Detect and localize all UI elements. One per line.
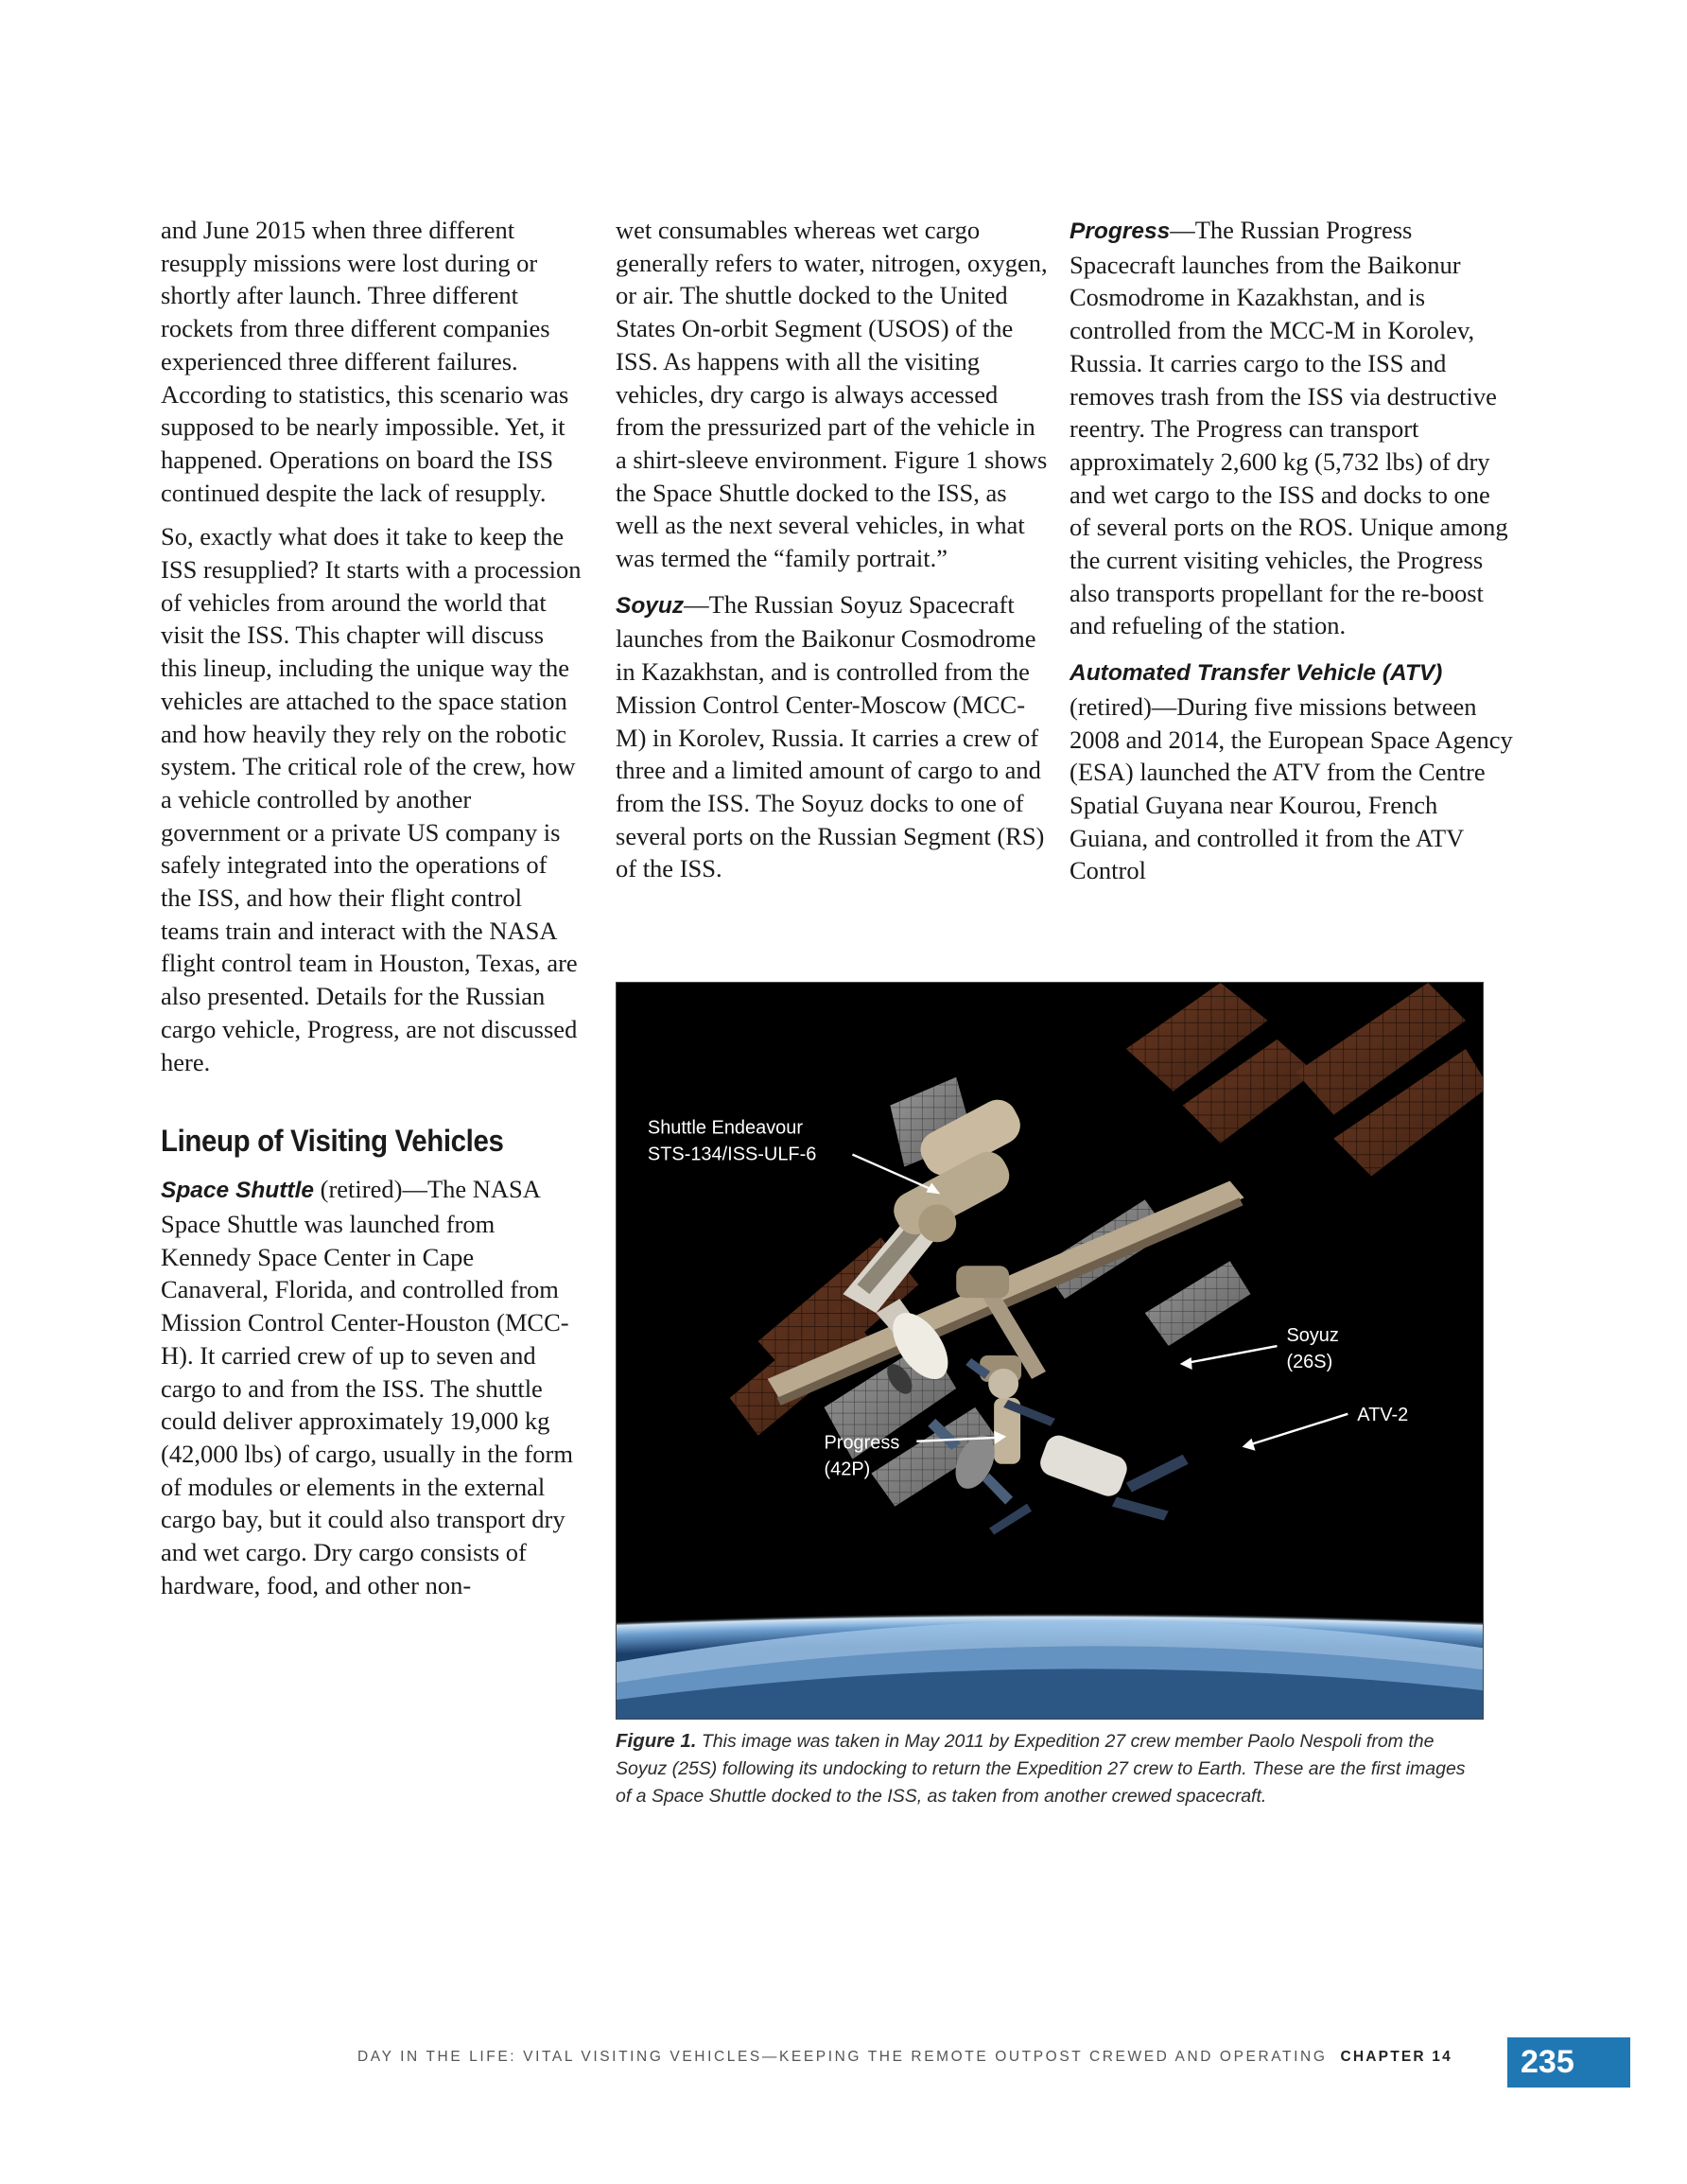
label-progress-line-2: (42P) <box>824 1459 871 1480</box>
section-heading: Lineup of Visiting Vehicles <box>161 1124 504 1159</box>
page-number: 235 <box>1507 2037 1630 2088</box>
label-atv-2: ATV-2 <box>1357 1404 1409 1425</box>
chapter-label: CHAPTER 14 <box>1340 2049 1452 2065</box>
arrow-soyuz <box>1187 1346 1278 1363</box>
paragraph-soyuz <box>616 588 1051 885</box>
paragraph-text: —The Russian Soyuz Spacecraft launches from the Baikonur Cosmodrome in Kazakhstan, and is controlled from the Mission Control Center-Moscow (MCC-M) in Korolev, Russia. It carries a crew of three and a limited amount of cargo to and from the ISS. The Soyuz docks to one of several ports on the Russian Segment (RS) of the ISS. <box>616 589 1045 883</box>
label-shuttle-line-1: Shuttle Endeavour <box>647 1117 804 1139</box>
paragraph-text: —The Russian Progress Spacecraft launches from the Baikonur Cosmodrome in Kazakhstan, and is controlled from the MCC-M in Korolev, Russia. It carries cargo to the ISS and removes trash from the ISS via destructive reentry. The Progress can transport approximately 2,600 kg (5,732 lbs) of dry and wet cargo to the ISS and docks to one of several ports on the ROS. Unique among the current visiting vehicles, the Progress also transports propellant for the re-boost and refueling of the station. <box>1070 216 1508 640</box>
caption-text: This image was taken in May 2011 by Expedition 27 crew member Paolo Nespoli from the Soyuz (25S) following its undocking to return the Expedition 27 crew to Earth. These are the first images of a Space Shuttle docked to the ISS, as taken from another crewed spacecraft. <box>616 1731 1466 1807</box>
paragraph-progress <box>1070 214 1514 642</box>
running-footer <box>357 2049 1473 2066</box>
arrow-atv-2 <box>1249 1414 1348 1445</box>
label-progress-line-1: Progress <box>824 1432 900 1454</box>
run-in-label: Soyuz <box>616 592 685 619</box>
paragraph-space-shuttle <box>161 1173 582 1601</box>
run-in-label: Automated Transfer Vehicle (ATV) <box>1070 660 1443 687</box>
paragraph: and June 2015 when three different resupply missions were lost during or shortly after launch. Three different rockets from three different companies experienced three different failures. According to statistics, this scenario was supposed to be nearly impossible. Yet, it happened. Operations on board the ISS continued despite the lack of resupply. <box>161 216 569 507</box>
paragraph-text: (retired)—The NASA Space Shuttle was launched from Kennedy Space Center in Cape Canaveral, Florida, and controlled from Mission Control Center-Houston (MCC-H). It carried crew of up to seven and cargo to and from the ISS. The shuttle could deliver approximately 19,000 kg (42,000 lbs) of cargo, usually in the form of modules or elements in the external cargo bay, but it could also transport dry and wet cargo. Dry cargo consists of hardware, food, and other non- <box>161 1175 573 1599</box>
paragraph: So, exactly what does it take to keep the ISS resupplied? It starts with a procession of vehicles from around the world that visit the ISS. This chapter will discuss this lineup, including the unique way the vehicles are attached to the space station and how heavily they rely on the robotic system. The critical role of the crew, how a vehicle controlled by another government or a private US company is safely integrated into the operations of the ISS, and how their flight control teams train and interact with the NASA flight control team in Houston, Texas, are also presented. Details for the Russian cargo vehicle, Progress, are not discussed here. <box>161 522 582 1076</box>
label-soyuz-line-2: (26S) <box>1286 1351 1333 1372</box>
text-column-2 <box>616 214 1051 885</box>
label-soyuz-line-1: Soyuz <box>1286 1325 1339 1347</box>
paragraph-text: (retired)—During five missions between 2008 and 2014, the European Space Agency (ESA) launched the ATV from the Centre Spatial Guyana near Kourou, French Guiana, and controlled it from the ATV Control <box>1070 691 1513 885</box>
running-title: DAY IN THE LIFE: VITAL VISITING VEHICLES—KEEPING THE REMOTE OUTPOST CREWED AND OPERATING <box>357 2049 1328 2065</box>
label-shuttle-line-2: STS-134/ISS-ULF-6 <box>647 1144 817 1165</box>
run-in-label: Space Shuttle <box>161 1178 315 1204</box>
iss-photo-illustration <box>617 983 1483 1719</box>
paragraph-atv <box>1070 655 1514 887</box>
arrow-shuttle <box>852 1155 933 1191</box>
text-column-1 <box>161 214 582 1601</box>
figure-iss-photo <box>616 982 1484 1720</box>
figure-label: Figure 1. <box>616 1730 697 1752</box>
text-column-3 <box>1070 214 1514 887</box>
paragraph: wet consumables whereas wet cargo generally refers to water, nitrogen, oxygen, or air. The shuttle docked to the United States On-orbit Segment (USOS) of the ISS. As happens with all the visiting vehicles, dry cargo is always accessed from the pressurized part of the vehicle in a shirt-sleeve environment. Figure 1 shows the Space Shuttle docked to the ISS, as well as the next several vehicles, in what was termed the “family portrait.” <box>616 216 1048 573</box>
figure-caption <box>616 1727 1486 1810</box>
run-in-label: Progress <box>1070 218 1171 244</box>
